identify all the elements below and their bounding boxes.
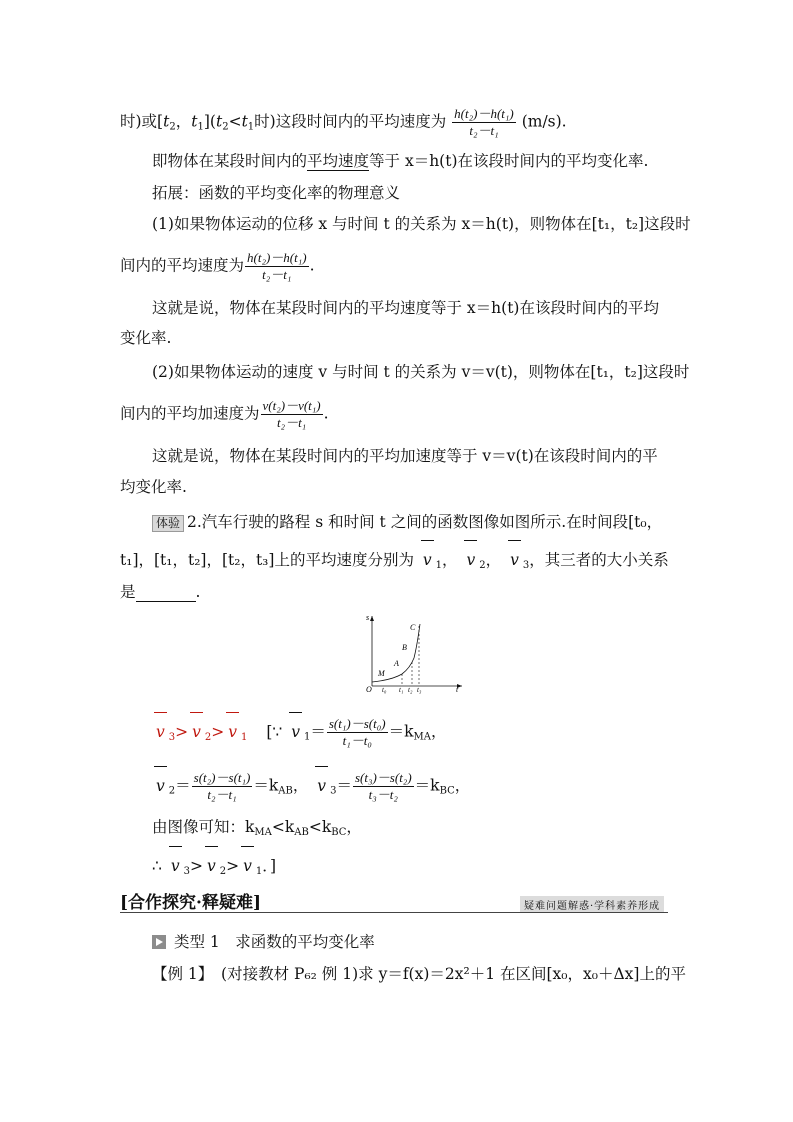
denominator: t₂－t₁ [276, 415, 307, 430]
text: 间内的平均加速度为 [120, 404, 260, 423]
text: > [189, 857, 203, 875]
denominator: t₃－t₂ [368, 787, 398, 802]
paragraph-line [120, 106, 567, 139]
subscript: 2 [479, 560, 486, 571]
text: ∴ [152, 857, 162, 875]
unit: (m/s). [516, 112, 567, 131]
numerator: s(t₁)－s(t₀) [328, 716, 386, 731]
answer-text [152, 723, 252, 741]
point-A: A [394, 659, 399, 668]
fraction [353, 770, 414, 803]
text: ．] [262, 857, 277, 875]
v-bar: v [152, 776, 169, 796]
subscript: 1 [303, 731, 311, 743]
origin-label: O [366, 685, 372, 694]
paragraph-line: 这就是说，物体在某段时间内的平均速度等于 x＝h(t)在该段时间内的平均 [152, 299, 659, 317]
v-bar: v [152, 722, 169, 742]
example-line [152, 964, 686, 984]
paragraph-line: 拓展：函数的平均变化率的物理意义 [152, 184, 401, 202]
answer-line [152, 770, 470, 803]
example-label: 【例 1】 [152, 965, 206, 983]
var: t [163, 112, 170, 131]
v-bar: v [239, 856, 256, 876]
numerator: s(t₃)－s(t₂) [354, 770, 412, 785]
section-tag: 疑难问题解惑·学科素养形成 [520, 896, 664, 913]
answer-line [152, 716, 446, 749]
text: t₁]，[t₁，t₂]，[t₂，t₃]上的平均速度分别为 [120, 551, 414, 569]
subscript: 2 [169, 121, 176, 133]
subscript: 2 [168, 785, 176, 797]
answer-line [152, 856, 276, 876]
v-bar: v [167, 856, 184, 876]
denominator: t₂－t₁ [262, 267, 292, 282]
subscript: 1 [255, 866, 263, 877]
distance-time-graph [362, 612, 472, 694]
subscript: 1 [197, 121, 204, 133]
text: ＝ [175, 776, 191, 795]
v-bar: v [419, 550, 436, 570]
text: ， [430, 722, 447, 741]
answer-blank [136, 587, 196, 602]
subscript: 2 [204, 731, 212, 743]
tick-t0: t₀ [382, 686, 387, 694]
denominator: t₂－t₁ [469, 123, 499, 138]
answer-line [152, 817, 362, 837]
text: ， [175, 112, 192, 131]
text: > [175, 722, 189, 741]
paragraph-line: 均变化率. [120, 478, 187, 496]
v-bar: v [188, 722, 205, 742]
subscript: 3 [522, 560, 530, 571]
axis-label-s: s [366, 613, 370, 622]
fraction [245, 250, 309, 283]
text: ＝k [414, 776, 440, 795]
subscript: MA [413, 731, 431, 743]
fraction [192, 770, 253, 803]
paragraph-line: (1)如果物体运动的位移 x 与时间 t 的关系为 x＝h(t)，则物体在[t₁，t₂]这段时 [152, 215, 691, 233]
v-bar: v [203, 856, 220, 876]
type-heading [152, 932, 375, 952]
question-line [120, 550, 669, 570]
v-bar: v [506, 550, 523, 570]
text: 时)或[ [120, 112, 164, 131]
text: 由图像可知：k [152, 818, 255, 836]
tiyan-badge: 体验 [152, 515, 184, 532]
text: > [226, 857, 240, 875]
paragraph-line: 这就是说，物体在某段时间内的平均加速度等于 v＝v(t)在该段时间内的平 [152, 447, 658, 465]
text: > [211, 722, 225, 741]
text: 等于 x＝h(t)在该段时间内的平均变化率. [369, 152, 649, 170]
fraction [261, 398, 323, 431]
underlined-term: 平均速度 [307, 152, 370, 170]
subscript: AB [278, 785, 293, 797]
subscript: 3 [168, 731, 176, 743]
text: 2.汽车行驶的路程 s 和时间 t 之间的函数图像如图所示.在时间段[t₀， [187, 513, 663, 531]
text: ＝k [388, 722, 414, 741]
v-bar: v [224, 722, 241, 742]
tick-t1: t₁ [399, 686, 404, 694]
axis-label-t: t [456, 685, 459, 694]
numerator: v(t₂)－v(t₁) [262, 398, 321, 413]
numerator: h(t₂)－h(t₁) [454, 106, 514, 121]
point-C: C [410, 623, 416, 632]
paragraph-line [120, 250, 315, 283]
section-title: [合作探究·释疑难] [120, 893, 262, 913]
subscript: 1 [247, 121, 255, 133]
paragraph-line [120, 398, 329, 431]
text: ， [485, 551, 502, 569]
type-label: 类型 1 求函数的平均变化率 [174, 933, 375, 951]
denominator: t₁－t₀ [342, 733, 372, 748]
subscript: AB [294, 827, 309, 838]
subscript: 2 [219, 866, 227, 877]
text: [∵ [266, 722, 283, 741]
numerator: h(t₂)－h(t₁) [247, 250, 307, 265]
var: t [215, 112, 223, 131]
text: 是 [120, 583, 136, 601]
paragraph-line [152, 151, 648, 171]
text: . [309, 256, 315, 275]
text: 即物体在某段时间内的 [152, 152, 308, 170]
text: ]( [203, 112, 216, 131]
subscript: 1 [241, 731, 248, 743]
text: 间内的平均速度为 [120, 256, 245, 275]
subscript: BC [331, 827, 347, 838]
text: ，其三者的大小关系 [529, 551, 669, 569]
text: ， [442, 551, 458, 569]
question-line: 是 . [120, 583, 201, 601]
paragraph-line: (2)如果物体运动的速度 v 与时间 t 的关系为 v＝v(t)，则物体在[t₁，t₂]这段时 [152, 363, 690, 381]
text: ， [454, 776, 471, 795]
text: ＝ [336, 776, 352, 795]
text: < [228, 112, 242, 131]
text: ＝ [310, 722, 326, 741]
text: ， [346, 818, 362, 836]
text: 时)这段时间内的平均速度为 [254, 112, 447, 131]
question-line [152, 512, 662, 532]
subscript: MA [254, 827, 272, 838]
subscript: 3 [183, 866, 190, 877]
text: ＝k [253, 776, 279, 795]
numerator: s(t₂)－s(t₁) [193, 770, 251, 785]
text: <k [308, 818, 332, 836]
tick-t3: t₃ [417, 686, 422, 694]
subscript: 3 [330, 785, 337, 797]
text: . [323, 404, 329, 423]
play-icon [152, 935, 166, 949]
subscript: BC [439, 785, 455, 797]
tick-t2: t₂ [408, 686, 413, 694]
paragraph-line: 变化率. [120, 329, 172, 347]
fraction [452, 106, 516, 139]
fraction [327, 716, 388, 749]
subscript: 2 [222, 121, 229, 133]
text: <k [271, 818, 295, 836]
v-bar: v [287, 722, 304, 742]
denominator: t₂－t₁ [207, 787, 237, 802]
var: t [191, 112, 198, 131]
text: (对接教材 P₆₂ 例 1)求 y＝f(x)＝2x²＋1 在区间[x₀，x₀＋Δx]上的平 [205, 965, 686, 983]
var: t [241, 112, 248, 131]
v-bar: v [313, 776, 330, 796]
section-divider [120, 912, 668, 913]
point-M: M [378, 669, 385, 678]
v-bar: v [462, 550, 479, 570]
point-B: B [402, 643, 407, 652]
text: ， [292, 776, 309, 795]
subscript: 1 [435, 560, 443, 571]
